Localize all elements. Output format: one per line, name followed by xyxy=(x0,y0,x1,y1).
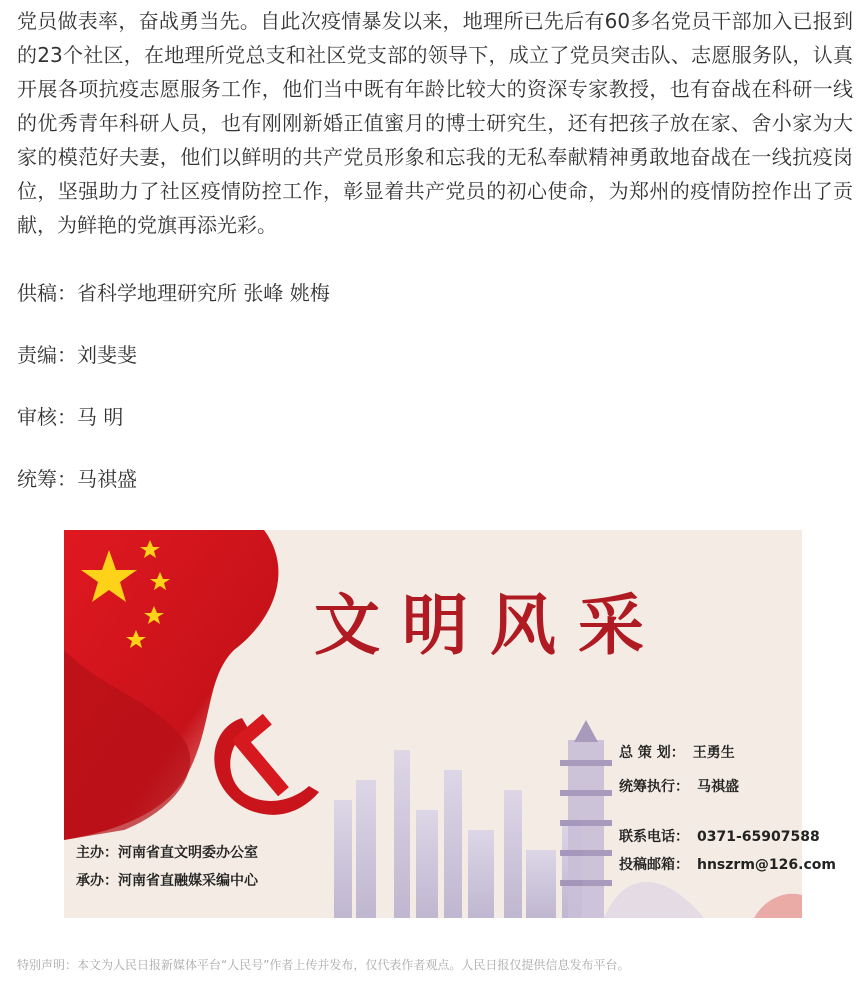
column-banner-image xyxy=(64,530,836,918)
banner-title: 文明风采 xyxy=(314,586,666,664)
info-label: 投稿邮箱： xyxy=(619,857,689,873)
info-value: 马祺盛 xyxy=(697,779,739,795)
info-phone xyxy=(619,826,820,846)
host-organizer xyxy=(76,842,258,862)
credit-label: 统筹： xyxy=(17,467,77,491)
credit-value: 省科学地理研究所 张峰 姚梅 xyxy=(77,281,330,305)
credit-value: 马 明 xyxy=(77,405,124,429)
credit-reviewer xyxy=(17,400,123,434)
host-label: 承办： xyxy=(76,873,118,889)
credit-coordinator xyxy=(17,462,137,496)
info-chief-planner xyxy=(619,742,735,762)
host-label: 主办： xyxy=(76,845,118,861)
info-label: 联系电话： xyxy=(619,829,689,845)
credit-label: 供稿： xyxy=(17,281,77,305)
info-value: hnszrm@126.com xyxy=(697,857,836,873)
info-label: 总 策 划： xyxy=(619,745,685,761)
footer-disclaimer: 特别声明：本文为人民日报新媒体平台“人民号”作者上传并发布，仅代表作者观点。人民日报仅提供信息发布平台。 xyxy=(17,958,630,972)
info-value: 0371-65907588 xyxy=(697,829,820,845)
credit-value: 刘斐斐 xyxy=(77,343,137,367)
info-email xyxy=(619,854,836,874)
info-value: 王勇生 xyxy=(692,745,735,761)
info-label: 统筹执行： xyxy=(619,779,689,795)
host-undertaker xyxy=(76,870,258,890)
host-value: 河南省直融媒采编中心 xyxy=(118,873,258,889)
credit-label: 责编： xyxy=(17,343,77,367)
host-value: 河南省直文明委办公室 xyxy=(118,845,258,861)
info-executive xyxy=(619,776,739,796)
credit-value: 马祺盛 xyxy=(77,467,137,491)
credit-contributor xyxy=(17,276,330,310)
credit-label: 审核： xyxy=(17,405,77,429)
article-body xyxy=(17,4,853,491)
article-paragraph: 党员做表率，奋战勇当先。自此次疫情暴发以来，地理所已先后有60多名党员干部加入已报到的23个社区，在地理所党总支和社区党支部的领导下，成立了党员突击队、志愿服务队，认真开展各项抗疫志愿服务工作，他们当中既有年龄比较大的资深专家教授，也有奋战在科研一线的优秀青年科研人员，也有刚刚新婚正值蜜月的博士研究生，还有把孩子放在家、舍小家为大家的模范好夫妻，他们以鲜明的共产党员形象和忘我的无私奉献精神勇敢地奋战在一线抗疫岗位，坚强助力了社区疫情防控工作，彰显着共产党员的初心使命，为郑州的疫情防控作出了贡献，为鲜艳的党旗再添光彩。 xyxy=(17,9,853,237)
credit-editor xyxy=(17,338,137,372)
